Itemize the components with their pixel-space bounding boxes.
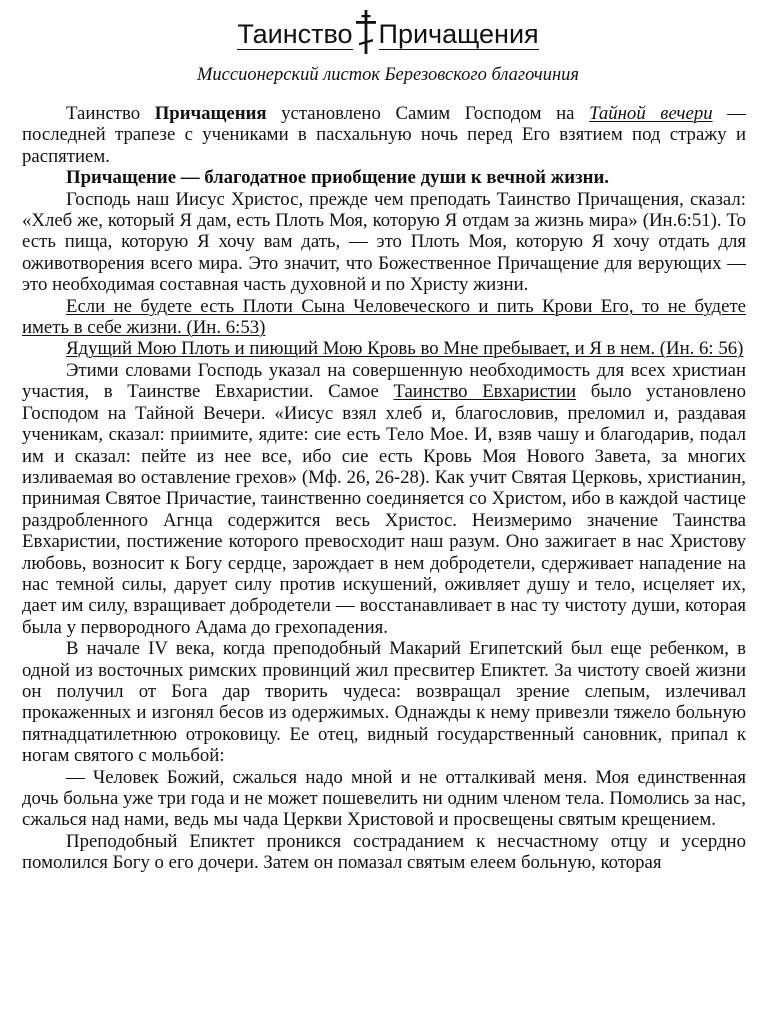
title-word-1: Таинство	[237, 19, 353, 49]
section-heading: Причащение — благодатное приобщение души к вечной жизни.	[66, 167, 610, 189]
link-tainstvo-evharistii[interactable]: Таинство Евхаристии	[393, 381, 577, 403]
paragraph-intro: Таинство Причащения установлено Самим Господом на Тайной вечери — последней трапезе с учениками в пасхальную ночь перед Его взятием под стражу и распятием.	[22, 103, 746, 167]
link-tainaya-vecherya[interactable]: Тайной вечери	[589, 103, 713, 124]
paragraph-body: Этими словами Господь указал на совершенную необходимость для всех христиан участия, в Таинстве Евхаристии. Самое Таинство Евхаристии было установлено Господом на Тайной Вечери. «Иисус взял хлеб и, благословив, преломил и, раздавая ученикам, сказал: приимите, ядите: сие есть Тело Мое. И, взяв чашу и благодарив, подал им и сказал: пейте из нее все, ибо сие есть Кровь Моя Нового Завета, за многих изливаемая во оставление грехов» (Мф. 26, 26-28). Как учит Святая Церковь, христианин, принимая Святое Причастие, таинственно соединяется со Христом, ибо в каждой частице раздробленного Агнца содержится весь Христос. Неизмеримо значение Таинства Евхаристии, постижение которого превосходит наш разум. Оно зажигает в нас Христову любовь, возносит к Богу сердце, зарождает в нем добродетели, сдерживает нападение на нас темной силы, дарует силу против искушений, оживляет душу и тело, исцеляет их, дает им силу, взращивает добродетели — восстанавливает в нас ту чистоту души, которая была у первородного Адама до грехопадения.	[22, 359, 746, 638]
orthodox-cross-icon	[355, 10, 377, 54]
page-title	[0, 6, 776, 50]
scripture-quote-1: Если не будете есть Плоти Сына Человеческого и пить Крови Его, то не будете иметь в себе жизни. (Ин. 6:53)	[22, 295, 746, 339]
paragraph-body: Преподобный Епиктет проникся состраданием к несчастному отцу и усердно помолился Богу о его дочери. Затем он помазал святым елеем больную, которая	[22, 830, 746, 874]
scripture-quote-2: Ядущий Мою Плоть и пиющий Мою Кровь во Мне пребывает, и Я в нем. (Ин. 6: 56)	[66, 338, 744, 360]
bold-term: Причащения	[154, 103, 267, 124]
document-body	[22, 103, 746, 874]
paragraph-body: Господь наш Иисус Христос, прежде чем преподать Таинство Причащения, сказал: «Хлеб же, который Я дам, есть Плоть Моя, которую Я отдам за жизнь мира» (Ин.6:51). То есть пища, которую Я хочу вам дать, — это Плоть Моя, которую Я хочу отдать для оживотворения всего мира. Это значит, что Божественное Причащение для верующих — это необходимая составная часть духовной и по Христу жизни.	[22, 188, 746, 296]
paragraph-body: — Человек Божий, сжалься надо мной и не отталкивай меня. Моя единственная дочь больна уже три года и не может пошевелить ни одним членом тела. Помолись за нас, сжалься над нами, ведь мы чада Церкви Христовой и просвещены святым крещением.	[22, 766, 746, 831]
title-word-2: Причащения	[378, 19, 539, 49]
subtitle: Миссионерский листок Березовского благочиния	[197, 65, 579, 85]
paragraph-body: В начале IV века, когда преподобный Макарий Египетский был еще ребенком, в одной из восточных римских провинций жил пресвитер Епиктет. За чистоту своей жизни он получил от Бога дар творить чудеса: возвращал зрение слепым, излечивал прокаженных и изгонял бесов из одержимых. Однажды к нему привезли тяжело больную пятнадцатилетнюю отроковицу. Ее отец, видный государственный сановник, припал к ногам святого с мольбой:	[22, 638, 746, 767]
